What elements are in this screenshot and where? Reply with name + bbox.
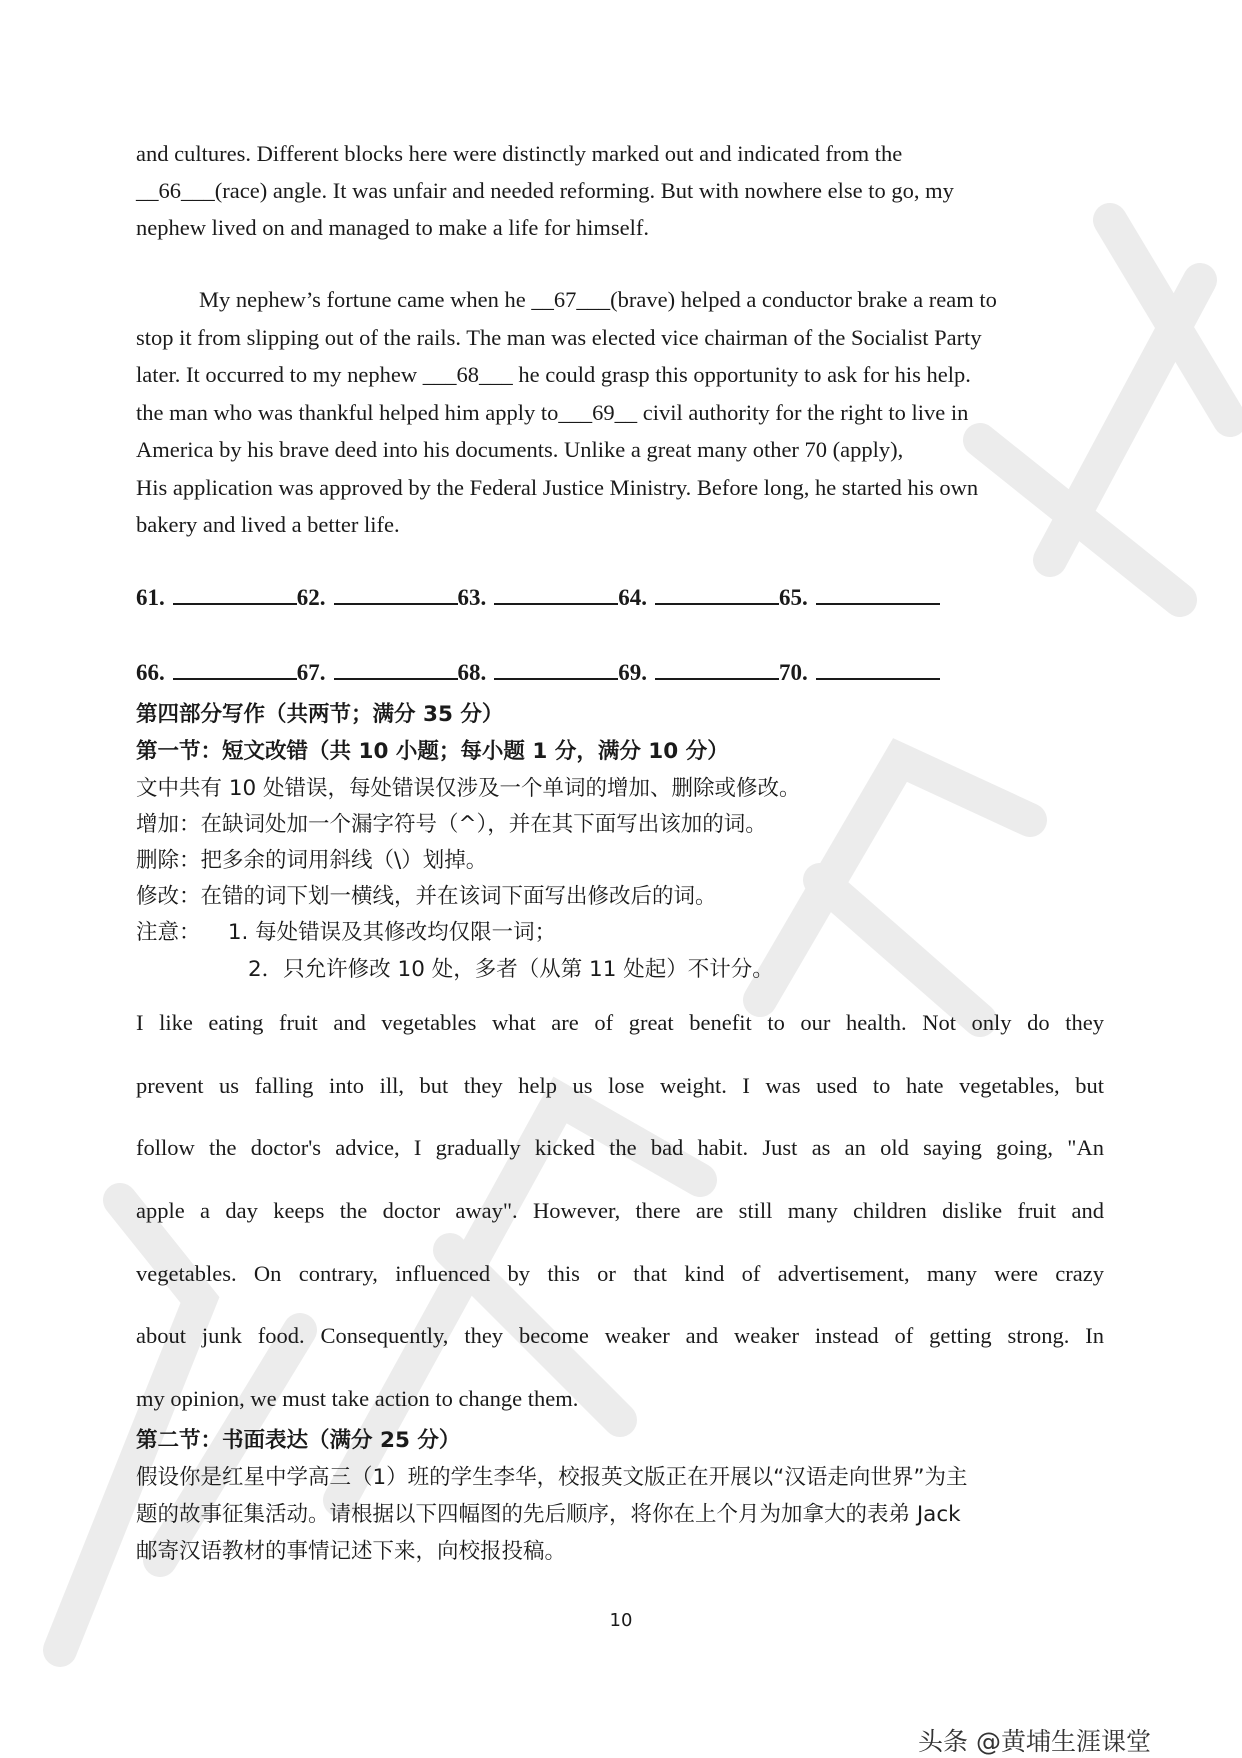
passage-line: America by his brave deed into his documents. Unlike a great many other 70 (apply), xyxy=(136,437,904,462)
answer-blank[interactable] xyxy=(655,585,779,605)
answer-blank[interactable] xyxy=(655,660,779,680)
answer-number: 65. xyxy=(779,585,808,610)
instruction-line: 删除：把多余的词用斜线（\）划掉。 xyxy=(136,848,488,873)
answer-blank[interactable] xyxy=(173,585,297,605)
passage-line: stop it from slipping out of the rails. The man was elected vice chairman of the Socialist Party xyxy=(136,325,982,350)
essay-line: my opinion, we must take action to change them. xyxy=(136,1386,579,1411)
passage-line: later. It occurred to my nephew ___68___ he could grasp this opportunity to ask for his help. xyxy=(136,362,971,387)
essay-line: follow the doctor's advice, I gradually kicked the bad habit. Just as an old saying going, "An xyxy=(136,1135,1104,1160)
part-title: 第四部分写作（共两节；满分 35 分） xyxy=(136,702,504,727)
passage-line: My nephew’s fortune came when he __67___(brave) helped a conductor brake a ream to xyxy=(199,287,997,312)
answer-row xyxy=(136,585,940,611)
instruction-line: 文中共有 10 处错误，每处错误仅涉及一个单词的增加、删除或修改。 xyxy=(136,776,801,801)
answer-blank[interactable] xyxy=(816,660,940,680)
passage-line: His application was approved by the Federal Justice Ministry. Before long, he started his own xyxy=(136,475,979,500)
page-number: 10 xyxy=(609,1610,633,1631)
answer-number: 62. xyxy=(296,585,326,610)
essay-line: about junk food. Consequently, they become weaker and weaker instead of getting strong. In xyxy=(136,1323,1104,1348)
answer-number: 64. xyxy=(618,585,647,610)
answer-blank[interactable] xyxy=(494,585,618,605)
answer-blank[interactable] xyxy=(334,585,458,605)
answer-number: 63. xyxy=(457,585,487,610)
passage-line: bakery and lived a better life. xyxy=(136,512,400,537)
answer-blank[interactable] xyxy=(334,660,458,680)
answer-number: 70. xyxy=(779,660,808,685)
answer-blank[interactable] xyxy=(173,660,297,680)
section1-title: 第一节：短文改错（共 10 小题；每小题 1 分，满分 10 分） xyxy=(136,739,729,764)
passage-line: and cultures. Different blocks here were distinctly marked out and indicated from the xyxy=(136,141,903,166)
instruction-line: 注意： 1. 每处错误及其修改均仅限一词； xyxy=(136,920,557,945)
answer-blank[interactable] xyxy=(494,660,618,680)
answer-row xyxy=(136,660,940,686)
essay-line: apple a day keeps the doctor away". However, there are still many children dislike fruit and xyxy=(136,1198,1104,1223)
passage-line: __66___(race) angle. It was unfair and needed reforming. But with nowhere else to go, my xyxy=(136,178,954,203)
section2-line: 题的故事征集活动。请根据以下四幅图的先后顺序，将你在上个月为加拿大的表弟 Jack xyxy=(136,1502,961,1527)
answer-number: 69. xyxy=(618,660,647,685)
essay-line: I like eating fruit and vegetables what are of great benefit to our health. Not only do they xyxy=(136,1010,1104,1035)
answer-number: 67. xyxy=(296,660,326,685)
instruction-line: 修改：在错的词下划一横线，并在该词下面写出修改后的词。 xyxy=(136,884,717,909)
answer-number: 68. xyxy=(457,660,487,685)
essay-line: vegetables. On contrary, influenced by this or that kind of advertisement, many were crazy xyxy=(136,1261,1104,1286)
section2-line: 邮寄汉语教材的事情记述下来，向校报投稿。 xyxy=(136,1539,567,1564)
passage-line: nephew lived on and managed to make a life for himself. xyxy=(136,215,649,240)
instruction-line: 增加：在缺词处加一个漏字符号（^），并在其下面写出该加的词。 xyxy=(136,812,767,837)
answer-number: 66. xyxy=(136,660,165,685)
essay-line: prevent us falling into ill, but they help us lose weight. I was used to hate vegetables, but xyxy=(136,1073,1104,1098)
section2-line: 假设你是红星中学高三（1）班的学生李华，校报英文版正在开展以“汉语走向世界”为主 xyxy=(136,1465,968,1490)
passage-line: the man who was thankful helped him apply to___69__ civil authority for the right to live in xyxy=(136,400,969,425)
footer-credit: 头条 @黄埔生涯课堂 xyxy=(918,1727,1151,1756)
instruction-line: 2．只允许修改 10 处，多者（从第 11 处起）不计分。 xyxy=(248,957,774,982)
section2-title: 第二节：书面表达（满分 25 分） xyxy=(136,1428,461,1453)
answer-blank[interactable] xyxy=(816,585,940,605)
answer-number: 61. xyxy=(136,585,165,610)
